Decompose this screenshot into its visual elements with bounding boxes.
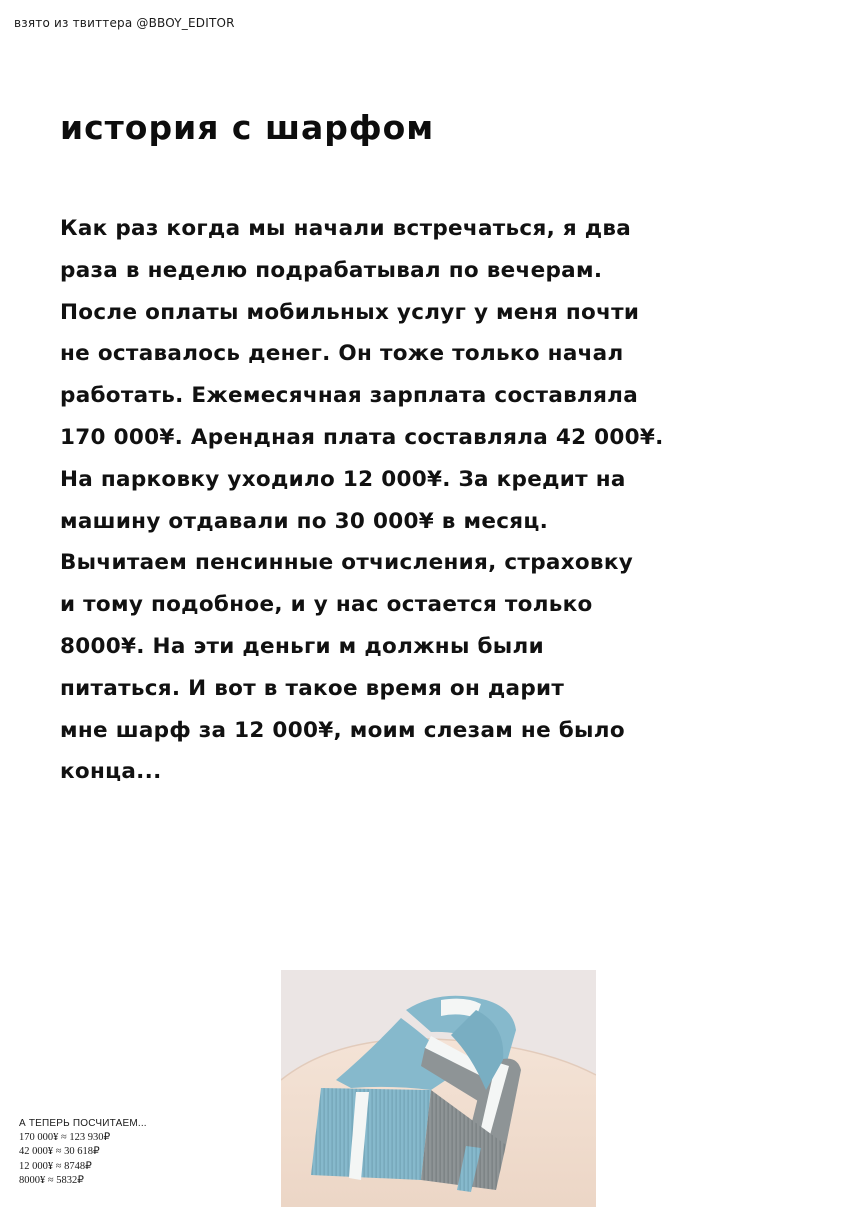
story-line: питаться. И вот в такое время он дарит [60,675,565,701]
conversion-line: 42 000¥ ≈ 30 618₽ [19,1146,100,1158]
story-line: работать. Ежемесячная зарплата составляла [60,383,639,409]
scarf-photo [281,970,596,1207]
story-line: 8000¥. На эти деньги м должны были [60,633,544,659]
conversion-line: 8000¥ ≈ 5832₽ [19,1174,84,1186]
conversion-line: 170 000¥ ≈ 123 930₽ [19,1132,111,1144]
conversion-notes [19,1117,147,1188]
story-line: не оставалось денег. Он тоже только начал [60,341,624,367]
conversion-title: А ТЕПЕРЬ ПОСЧИТАЕМ... [19,1118,147,1129]
story-line: На парковку уходило 12 000¥. За кредит на [60,466,626,492]
story-line: и тому подобное, и у нас остается только [60,592,593,618]
source-credit: взято из твиттера @BBOY_EDITOR [14,16,235,30]
story-line: Вычитаем пенсинные отчисления, страховку [60,550,634,576]
story-line: раза в неделю подрабатывал по вечерам. [60,257,603,283]
story-line: машину отдавали по 30 000¥ в месяц. [60,508,549,534]
story-line: После оплаты мобильных услуг у меня почти [60,299,640,325]
story-line: конца... [60,759,162,785]
story-line: 170 000¥. Арендная плата составляла 42 000¥. [60,424,664,450]
story-title: история с шарфом [60,108,435,147]
story-text [60,208,760,793]
story-line: Как раз когда мы начали встречаться, я два [60,216,632,241]
story-line: мне шарф за 12 000¥, моим слезам не было [60,717,625,743]
conversion-line: 12 000¥ ≈ 8748₽ [19,1160,92,1172]
